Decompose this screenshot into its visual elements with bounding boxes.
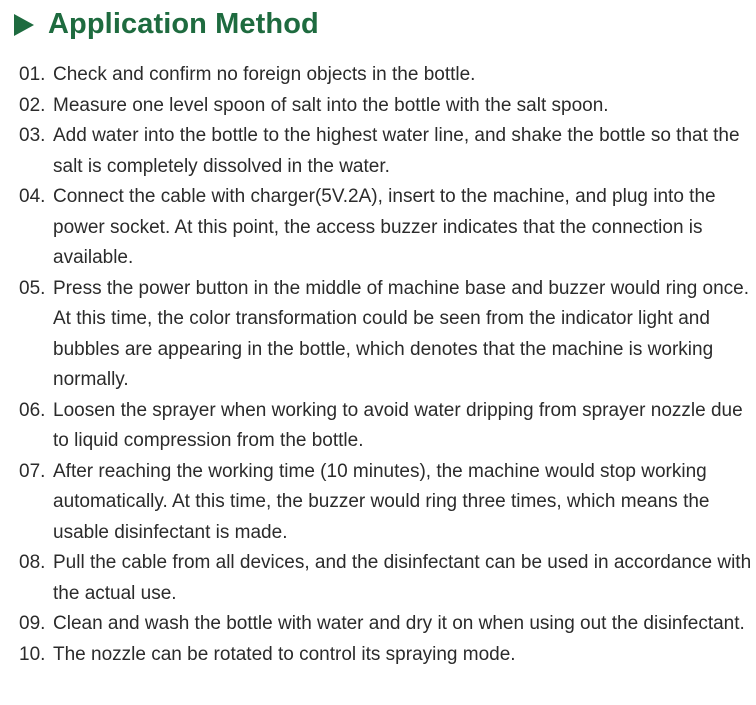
step-text: Pull the cable from all devices, and the disinfectant can be used in accordance with the actual use. xyxy=(53,552,752,604)
step-text: Add water into the bottle to the highest water line, and shake the bottle so that the salt is completely dissolved in the water. xyxy=(53,125,740,177)
step-item xyxy=(19,91,754,122)
step-text: After reaching the working time (10 minutes), the machine would stop working automatically. At this time, the buzzer would ring three times, which means the usable disinfectant is made. xyxy=(53,460,710,543)
step-text: The nozzle can be rotated to control its spraying mode. xyxy=(53,643,516,665)
instruction-list xyxy=(19,60,754,670)
play-triangle-icon xyxy=(14,14,34,36)
step-text: Measure one level spoon of salt into the bottle with the salt spoon. xyxy=(53,94,609,116)
step-number: 04. xyxy=(19,186,46,207)
step-number: 03. xyxy=(19,125,46,146)
step-text: Check and confirm no foreign objects in the bottle. xyxy=(53,64,476,85)
step-number: 09. xyxy=(19,613,46,634)
step-item xyxy=(19,457,754,549)
step-number: 01. xyxy=(19,64,46,85)
step-item xyxy=(19,274,754,396)
step-text: Clean and wash the bottle with water and dry it on when using out the disinfectant. xyxy=(53,613,745,634)
step-item xyxy=(19,121,754,182)
step-item xyxy=(19,60,754,91)
step-item xyxy=(19,396,754,457)
step-text: Loosen the sprayer when working to avoid water dripping from sprayer nozzle due to liquid compression from the bottle. xyxy=(53,399,743,451)
step-number: 02. xyxy=(19,94,46,116)
step-item xyxy=(19,640,754,671)
section-title: Application Method xyxy=(48,7,319,40)
step-text: Press the power button in the middle of machine base and buzzer would ring once. At this time, the color transformation could be seen from the indicator light and bubbles are appearing in the bottle, which denotes that the machine is working normally. xyxy=(53,277,750,390)
step-number: 08. xyxy=(19,552,46,573)
step-item xyxy=(19,182,754,274)
step-number: 10. xyxy=(19,643,46,665)
step-item xyxy=(19,609,754,640)
section-header xyxy=(14,4,319,44)
step-item xyxy=(19,548,754,609)
step-number: 06. xyxy=(19,399,46,421)
step-text: Connect the cable with charger(5V.2A), insert to the machine, and plug into the power socket. At this point, the access buzzer indicates that the connection is available. xyxy=(53,186,716,268)
step-number: 05. xyxy=(19,277,46,299)
step-number: 07. xyxy=(19,460,46,482)
